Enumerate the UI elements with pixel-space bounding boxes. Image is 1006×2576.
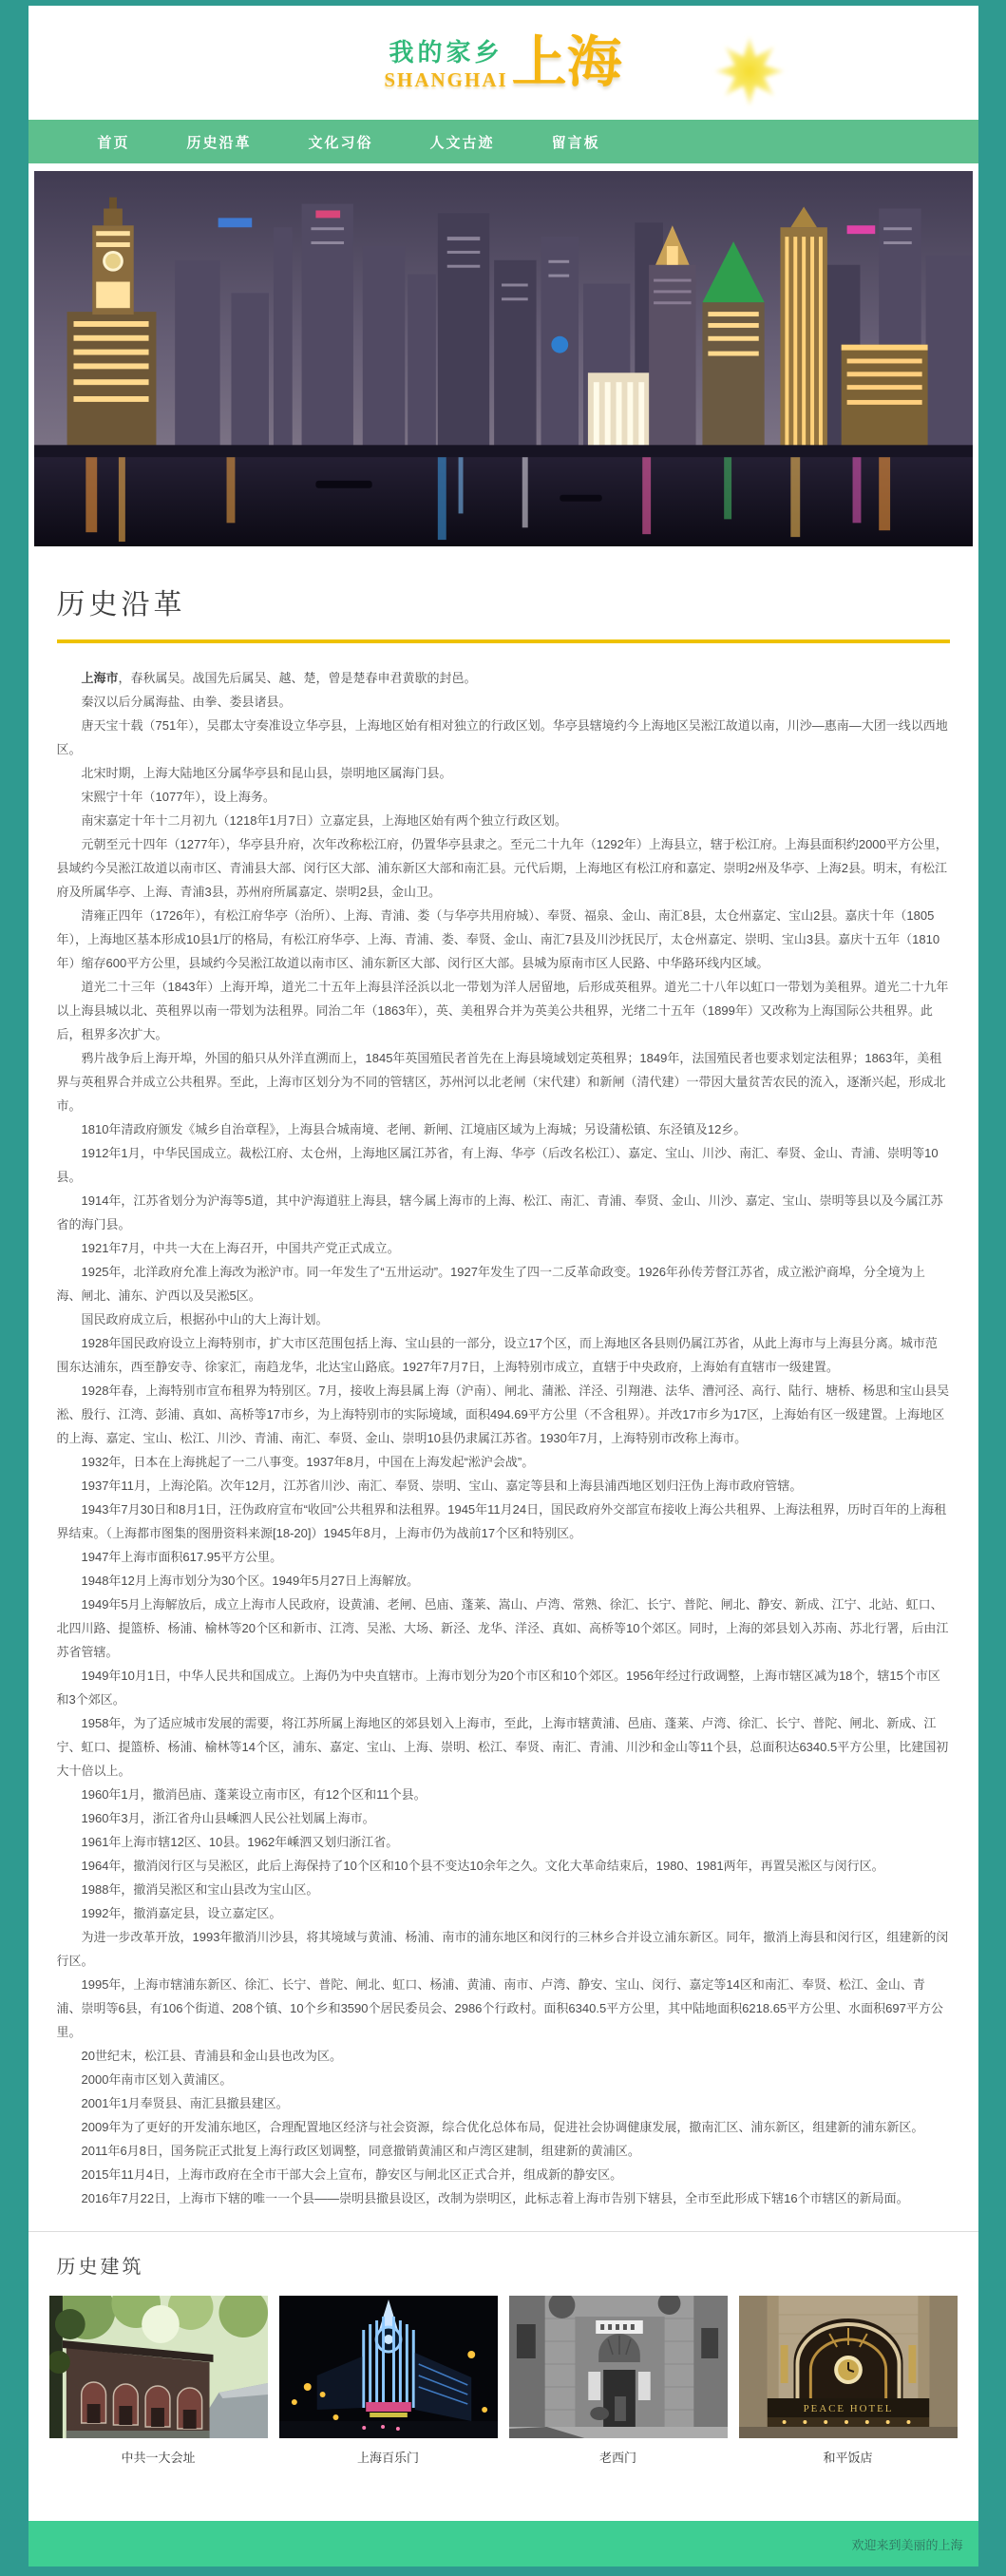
paragraph-text: 1961年上海市辖12区、10县。1962年嵊泗又划归浙江省。 xyxy=(81,1835,399,1849)
history-paragraph xyxy=(57,2068,950,2091)
site-header xyxy=(28,6,978,120)
hero-banner xyxy=(34,171,973,546)
history-paragraph xyxy=(57,2115,950,2139)
paragraph-text: 1925年，北洋政府允准上海改为淞沪市。同一年发生了“五卅运动”。1927年发生了四一二反革命政变。1926年孙传芳督江苏省，成立淞沪商埠，分全境为上海、闸北、浦东、沪西以及吴淞5区。 xyxy=(56,1265,925,1303)
history-paragraph xyxy=(57,904,950,975)
peace-hotel-sign-text: PEACE HOTEL xyxy=(803,2402,893,2415)
history-paragraph xyxy=(57,1260,950,1307)
nav-item[interactable]: 留言板 xyxy=(551,134,600,151)
paragraph-text: 鸦片战争后上海开埠，外国的船只从外洋直溯而上，1845年英国殖民者首先在上海县境域划定英租界；1849年，法国殖民者也要求划定法租界；1863年，美租界与英租界合并成立公共租界。至此，上海市区划分为不同的管辖区，苏州河以北老闸（宋代建）和新闸（清代建）一带因大量贫苦农民的流入，逐渐兴起，形成北市。 xyxy=(56,1051,946,1113)
history-paragraph xyxy=(57,1593,950,1664)
paragraph-text: 1921年7月，中共一大在上海召开，中国共产党正式成立。 xyxy=(81,1241,400,1255)
history-paragraph xyxy=(57,809,950,832)
photo-laoximen-bw xyxy=(509,2296,728,2438)
history-paragraph xyxy=(57,1878,950,1901)
history-paragraph xyxy=(57,1901,950,1925)
logo-text-main: 上海 xyxy=(511,31,622,93)
history-paragraph xyxy=(57,1474,950,1498)
photo-peace-hotel-entrance xyxy=(739,2296,958,2438)
building-caption: 中共一大会址 xyxy=(121,2451,196,2465)
history-paragraph xyxy=(57,1307,950,1331)
paragraph-text: 1928年国民政府设立上海特别市，扩大市区范围包括上海、宝山县的一部分，设立17个区，而上海地区各县则仍属江苏省，从此上海市与上海县分离。城市范围东达浦东，西至静安寺、徐家汇，南趋龙华，北达宝山路底。1927年7月7日，上海特别市成立，直辖于中央政府，上海始有直辖市一级建置。 xyxy=(56,1336,938,1374)
main-nav xyxy=(28,120,978,163)
paragraph-text: 1964年，撤消闵行区与吴淞区，此后上海保持了10个区和10个县不变达10余年之久。文化大革命结束后，1980、1981两年，再置吴淞区与闵行区。 xyxy=(81,1859,884,1873)
history-paragraph xyxy=(57,2163,950,2186)
history-paragraph xyxy=(57,1806,950,1830)
nav-item[interactable]: 历史沿革 xyxy=(186,134,252,151)
paragraph-text: 道光二十三年（1843年）上海开埠，道光二十五年上海县洋泾浜以北一带划为洋人居留地，后形成英租界。道光二十八年以虹口一带划为美租界。道光二十九年以上海县城以北、英租界以南一带划为法租界。同治二年（1863年），英、美租界合并为英美公共租界，光绪二十五年（1899年）又改称为上海国际公共租界。此后，租界多次扩大。 xyxy=(56,980,949,1041)
nav-item[interactable]: 首页 xyxy=(97,134,130,151)
history-paragraph xyxy=(57,1450,950,1474)
history-paragraph xyxy=(57,1854,950,1878)
paragraph-text: 1949年5月上海解放后，成立上海市人民政府，设黄浦、老闸、邑庙、蓬莱、嵩山、卢湾、常熟、徐汇、长宁、普陀、闸北、静安、新成、江宁、北站、虹口、北四川路、提篮桥、杨浦、榆林等20个区和新市、江湾、吴淞、大场、新泾、龙华、洋泾、真如、高桥等10个郊区。同时，上海的郊县划入苏南、苏北行署，后由江苏省管辖。 xyxy=(56,1597,949,1659)
paragraph-text: 2015年11月4日，上海市政府在全市干部大会上宣布，静安区与闸北区正式合并，组成新的静安区。 xyxy=(81,2167,623,2182)
buildings-title: 历史建筑 xyxy=(56,2257,144,2278)
section-divider xyxy=(28,2231,978,2232)
nav-item[interactable]: 文化习俗 xyxy=(308,134,373,151)
history-paragraph xyxy=(57,1046,950,1117)
history-paragraph xyxy=(57,1925,950,1973)
history-paragraph xyxy=(57,1236,950,1260)
history-paragraph xyxy=(57,1189,950,1236)
paragraph-text: 秦汉以后分属海盐、由拳、娄县诸县。 xyxy=(81,695,292,709)
history-paragraph xyxy=(57,2091,950,2115)
paragraph-text: 1960年1月，撤消邑庙、蓬莱设立南市区，有12个区和11个县。 xyxy=(81,1787,427,1802)
paragraph-text: 1914年，江苏省划分为沪海等5道，其中沪海道驻上海县，辖今属上海市的上海、松江、南汇、青浦、奉贤、金山、川沙、嘉定、宝山、崇明等县以及今属江苏省的海门县。 xyxy=(56,1193,943,1231)
paragraph-text: 20世纪末，松江县、青浦县和金山县也改为区。 xyxy=(81,2049,342,2063)
shanghai-bund-night-photo xyxy=(34,171,973,546)
history-paragraph xyxy=(57,1664,950,1711)
paragraph-text: 1928年春，上海特别市宣布租界为特别区。7月，接收上海县属上海（沪南）、闸北、蒲淞、洋泾、引翔港、法华、漕河泾、高行、陆行、塘桥、杨思和宝山县吴淞、殷行、江湾、彭浦、真如、高桥等17市乡，为上海特别市的实际境域，面积494.69平方公里（不含租界）。并改17市乡为17区，上海始有区一级建置。上海地区的上海、嘉定、宝山、松江、川沙、青浦、南汇、奉贤、金山、崇明10县仍隶属江苏省。1930年7月，上海特别市改称上海市。 xyxy=(56,1383,950,1445)
paragraph-text: 1995年，上海市辖浦东新区、徐汇、长宁、普陀、闸北、虹口、杨浦、黄浦、南市、卢湾、静安、宝山、闵行、嘉定等14区和南汇、奉贤、松江、金山、青浦、崇明等6县，有106个街道、208个镇、10个乡和3590个居民委员会、2986个行政村。面积6340.5平方公里，其中陆地面积6218.65平方公里、水面积697平方公里。 xyxy=(56,1977,943,2039)
photo-zhonggong-yida-site xyxy=(49,2296,268,2438)
logo-text-cn: 我的家乡 xyxy=(389,38,503,67)
history-paragraph xyxy=(57,761,950,785)
history-paragraph xyxy=(57,2044,950,2068)
history-paragraph xyxy=(57,1379,950,1450)
paragraph-text: 元朝至元十四年（1277年），华亭县升府，次年改称松江府，仍置华亭县隶之。至元二十九年（1292年）上海县立，辖于松江府。上海县面积约2000平方公里，县域约今吴淞江故道以南市区、青浦县大部、闵行区大部、浦东新区大部和南汇县。元代后期，上海地区有松江府和嘉定、崇明2州及华亭、上海2县。明末，有松江府及所属华亭、上海、青浦3县，苏州府所属嘉定、崇明2县，金山卫。 xyxy=(56,837,948,899)
paragraph-text: 为进一步改革开放，1993年撤消川沙县，将其境域与黄浦、杨浦、南市的浦东地区和闵行的三林乡合并设立浦东新区。同年，撤消上海县和闵行区，组建新的闵行区。 xyxy=(56,1930,949,1968)
spacer xyxy=(28,2466,978,2521)
history-paragraph xyxy=(57,1830,950,1854)
page-title: 历史沿革 xyxy=(56,589,186,620)
building-card-peace-hotel xyxy=(739,2296,958,2466)
history-paragraph xyxy=(57,1783,950,1806)
paragraph-text: 1947年上海市面积617.95平方公里。 xyxy=(81,1550,283,1564)
buildings-gallery xyxy=(49,2296,958,2466)
paragraph-text: 清雍正四年（1726年），有松江府华亭（治所）、上海、青浦、娄（与华亭共用府城）、奉贤、福泉、金山、南汇8县，太仓州嘉定、宝山2县。嘉庆十年（1805年），上海地区基本形成10县1厅的格局，有松江府华亭、上海、青浦、娄、奉贤、金山、南汇7县及川沙抚民厅，太仓州嘉定、崇明、宝山3县。嘉庆十五年（1810年）缩存600平方公里，县域约今吴淞江故道以南市区、浦东新区大部、闵行区大部。县城为原南市区人民路、中华路环线内区域。 xyxy=(56,908,940,970)
paragraph-text: 1958年，为了适应城市发展的需要，将江苏所属上海地区的郊县划入上海市，至此，上海市辖黄浦、邑庙、蓬莱、卢湾、徐汇、长宁、普陀、闸北、新成、江宁、虹口、提篮桥、杨浦、榆林等14个区，浦东、嘉定、宝山、上海、崇明、松江、奉贤、南汇、青浦、川沙和金山等11个县，总面积达6340.5平方公里，比建国初大十倍以上。 xyxy=(56,1716,949,1778)
site-footer xyxy=(28,2521,978,2566)
history-paragraph xyxy=(57,832,950,904)
history-paragraph xyxy=(57,666,950,690)
paragraph-text: 1992年，撤消嘉定县，设立嘉定区。 xyxy=(81,1906,282,1920)
sun-icon xyxy=(711,32,788,110)
paragraph-text: 1943年7月30日和8月1日，汪伪政府宣布“收回”公共租界和法租界。1945年11月24日，国民政府外交部宣布接收上海公共租界、上海法租界，历时百年的上海租界结束。（上海都市图集的图册资料来源[18-20]）1945年8月，上海市仍为战前17个区和特别区。 xyxy=(56,1502,947,1540)
gold-rule xyxy=(57,639,950,643)
paragraph-text: 1932年，日本在上海挑起了一二八事变。1937年8月，中国在上海发起“淞沪会战”。 xyxy=(81,1455,535,1469)
paragraph-text: 1937年11月，上海沦陷。次年12月，江苏省川沙、南汇、奉贤、崇明、宝山、嘉定等县和上海县浦西地区划归汪伪上海市政府管辖。 xyxy=(81,1479,803,1493)
history-paragraph xyxy=(57,2139,950,2163)
history-paragraph xyxy=(57,1711,950,1783)
paragraph-text: 2001年1月奉贤县、南汇县撤县建区。 xyxy=(81,2096,289,2110)
history-paragraph xyxy=(57,1141,950,1189)
building-caption: 老西门 xyxy=(598,2451,636,2465)
building-card-yida xyxy=(49,2296,268,2466)
history-paragraph xyxy=(57,785,950,809)
history-paragraph xyxy=(57,1569,950,1593)
paragraph-text: 1988年，撤消吴淞区和宝山县改为宝山区。 xyxy=(81,1882,319,1897)
paragraph-text: ，春秋属吴。战国先后属吴、越、楚，曾是楚春申君黄歇的封邑。 xyxy=(118,671,477,685)
paragraph-text: 2009年为了更好的开发浦东地区，合理配置地区经济与社会资源，综合优化总体布局，促进社会协调健康发展，撤南汇区、浦东新区，组建新的浦东新区。 xyxy=(81,2120,924,2134)
history-paragraph xyxy=(57,1973,950,2044)
paragraph-text: 1912年1月，中华民国成立。裁松江府、太仓州，上海地区属江苏省，有上海、华亭（后改名松江）、嘉定、宝山、川沙、南汇、奉贤、金山、青浦、崇明等10县。 xyxy=(56,1146,939,1184)
paragraph-text: 1960年3月，浙江省舟山县嵊泗人民公社划属上海市。 xyxy=(81,1811,375,1825)
history-paragraph xyxy=(57,2186,950,2210)
paragraph-text: 1948年12月上海市划分为30个区。1949年5月27日上海解放。 xyxy=(81,1574,419,1588)
photo-paramount-night xyxy=(279,2296,498,2438)
paragraph-text: 唐天宝十载（751年），吴郡太守奏准设立华亭县，上海地区始有相对独立的行政区划。华亭县辖境约今上海地区吴淞江故道以南，川沙—惠南—大团一线以西地区。 xyxy=(56,718,948,756)
nav-item[interactable]: 人文古迹 xyxy=(429,134,495,151)
history-paragraph xyxy=(57,714,950,761)
footer-text: 欢迎来到美丽的上海 xyxy=(851,2537,963,2552)
history-paragraph xyxy=(57,1545,950,1569)
paragraph-text: 2000年南市区划入黄浦区。 xyxy=(81,2072,233,2087)
building-card-laoximen xyxy=(509,2296,728,2466)
paragraph-text: 北宋时期，上海大陆地区分属华亭县和昆山县，崇明地区属海门县。 xyxy=(81,766,452,780)
history-section xyxy=(28,554,978,2521)
paragraph-text: 南宋嘉定十年十二月初九（1218年1月7日）立嘉定县，上海地区始有两个独立行政区划。 xyxy=(81,813,567,828)
history-text xyxy=(57,666,950,2210)
paragraph-text: 1949年10月1日，中华人民共和国成立。上海仍为中央直辖市。上海市划分为20个市区和10个郊区。1956年经过行政调整，上海市辖区减为18个，辖15个市区和3个郊区。 xyxy=(56,1669,940,1707)
building-caption: 上海百乐门 xyxy=(356,2451,419,2465)
paragraph-text: 2011年6月8日，国务院正式批复上海行政区划调整，同意撤销黄浦区和卢湾区建制，组建新的黄浦区。 xyxy=(81,2144,640,2158)
paragraph-text: 宋熙宁十年（1077年），设上海务。 xyxy=(81,790,275,804)
history-paragraph xyxy=(57,1498,950,1545)
logo-text-en: SHANGHAI xyxy=(384,68,508,91)
site-logo xyxy=(384,33,621,92)
paragraph-lead: 上海市 xyxy=(81,671,119,685)
history-paragraph xyxy=(57,1117,950,1141)
paragraph-text: 2016年7月22日，上海市下辖的唯一一个县——崇明县撤县设区，改制为崇明区，此标志着上海市告别下辖县，全市至此形成下辖16个市辖区的新局面。 xyxy=(81,2191,909,2205)
paragraph-text: 1810年清政府颁发《城乡自治章程》，上海县合城南境、老闸、新闸、江境庙区域为上海城；另设蒲松镇、东泾镇及12乡。 xyxy=(81,1122,747,1136)
building-caption: 和平饭店 xyxy=(823,2451,873,2465)
building-card-paramount xyxy=(279,2296,498,2466)
history-paragraph xyxy=(57,1331,950,1379)
history-paragraph xyxy=(57,690,950,714)
page-container xyxy=(28,6,978,2566)
paragraph-text: 国民政府成立后，根据孙中山的大上海计划。 xyxy=(81,1312,329,1326)
history-paragraph xyxy=(57,975,950,1046)
